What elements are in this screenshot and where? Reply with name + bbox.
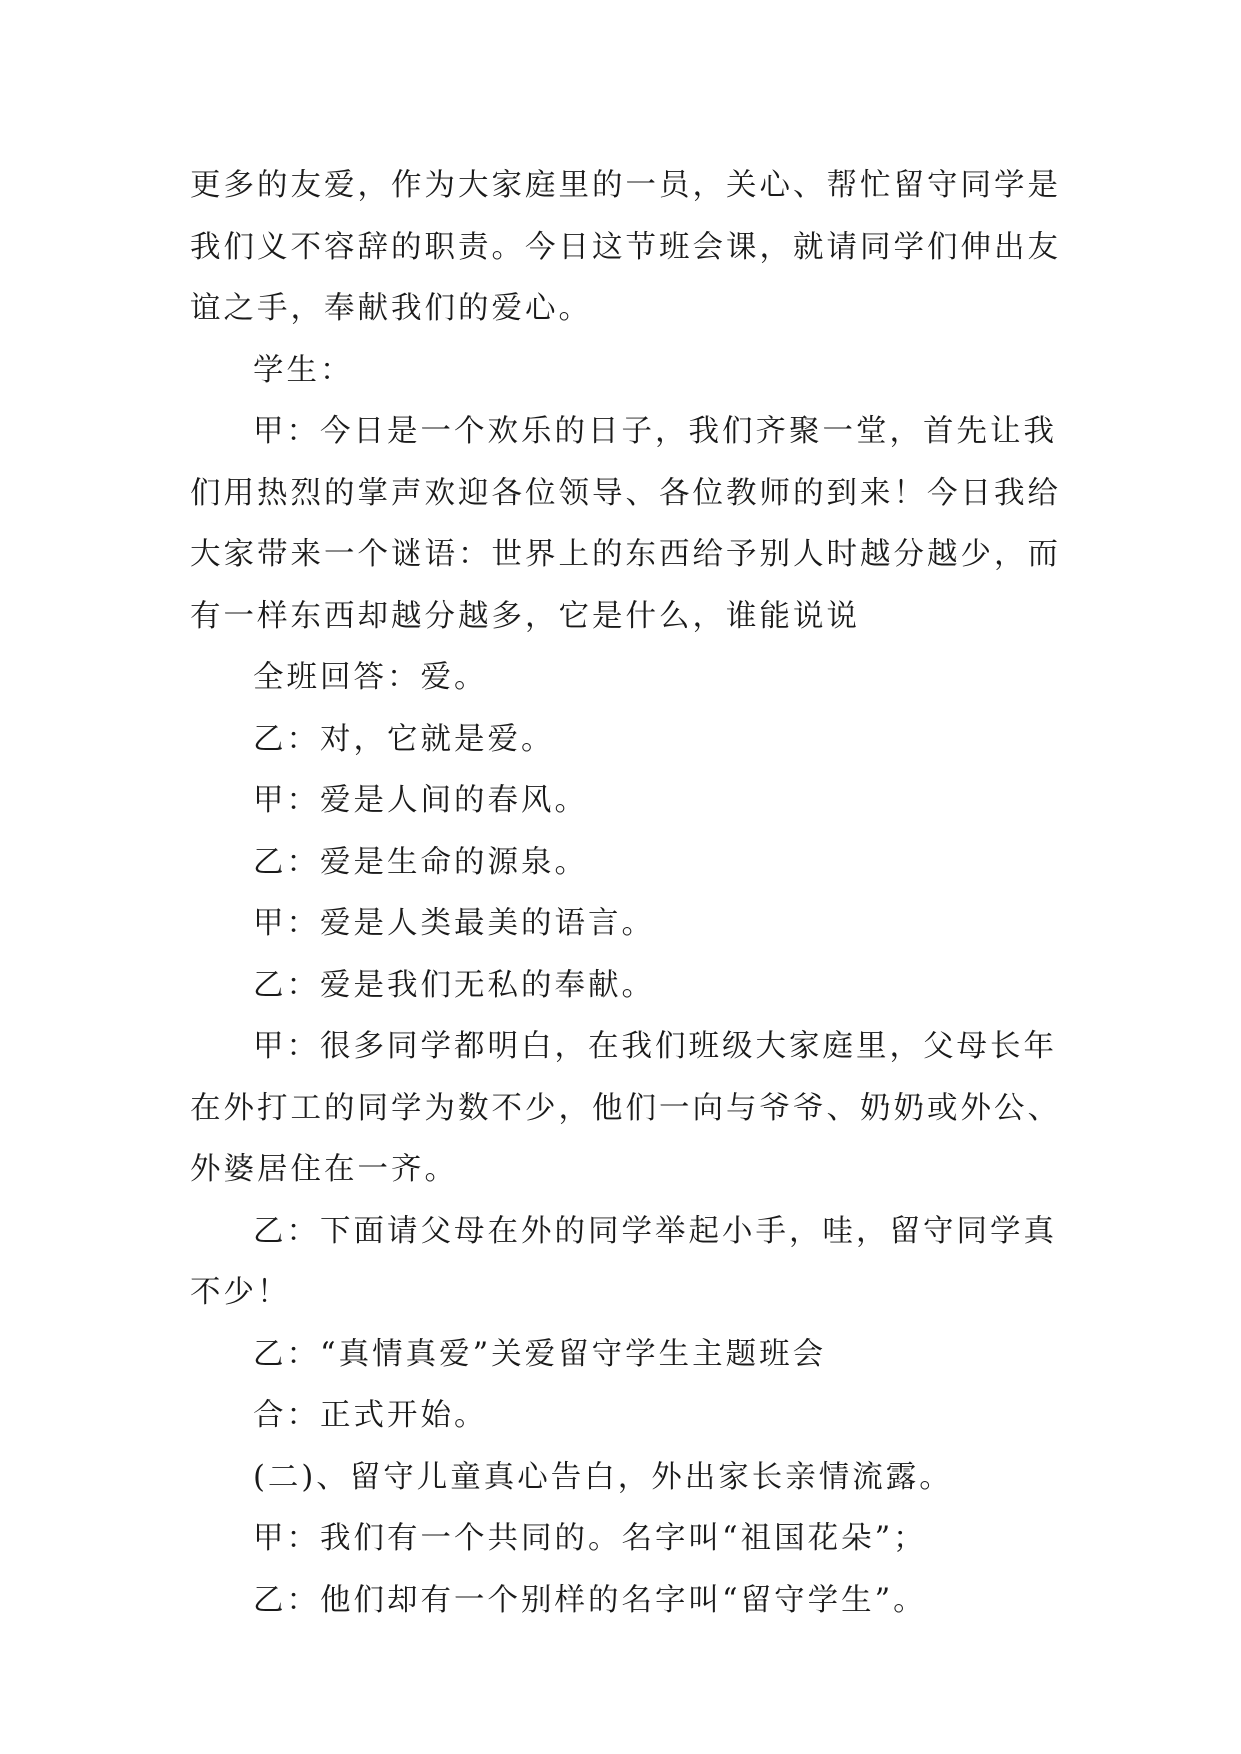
text-line: 大家带来一个谜语：世界上的东西给予别人时越分越少，而 (190, 537, 1061, 572)
text-line: 外婆居住在一齐。 (190, 1152, 458, 1187)
paragraph (190, 647, 1070, 709)
text-line: 乙：“真情真爱”关爱留守学生主题班会 (253, 1336, 827, 1372)
text-line: 在外打工的同学为数不少，他们一向与爷爷、奶奶或外公、 (190, 1090, 1061, 1126)
text-line: 甲：我们有一个共同的。名字叫“祖国花朵”； (253, 1521, 927, 1556)
paragraph (190, 155, 1070, 340)
paragraph (190, 401, 1070, 647)
paragraph (190, 893, 1070, 955)
text-line: 合：正式开始。 (253, 1398, 488, 1433)
paragraph (190, 770, 1070, 832)
text-line: 全班回答：爱。 (253, 660, 488, 695)
text-line: 甲：爱是人间的春风。 (253, 783, 588, 818)
text-line: 我们义不容辞的职责。今日这节班会课，就请同学们伸出友 (190, 229, 1061, 265)
paragraph (190, 1324, 1070, 1386)
text-line: 不少！ (190, 1275, 291, 1310)
text-line: 乙：爱是生命的源泉。 (253, 844, 588, 880)
text-line: 乙：他们却有一个别样的名字叫“留守学生”。 (253, 1582, 927, 1618)
paragraph (190, 955, 1070, 1017)
text-line: (二)、留守儿童真心告白，外出家长亲情流露。 (253, 1459, 953, 1495)
text-line: 谊之手，奉献我们的爱心。 (190, 291, 592, 326)
text-line: 乙：爱是我们无私的奉献。 (253, 967, 655, 1003)
text-line: 有一样东西却越分越多，它是什么，谁能说说 (190, 598, 860, 634)
paragraph (190, 1447, 1070, 1509)
paragraph (190, 1385, 1070, 1447)
text-line: 乙：对，它就是爱。 (253, 721, 555, 757)
paragraph (190, 832, 1070, 894)
paragraph (190, 1570, 1070, 1632)
paragraph (190, 1201, 1070, 1324)
paragraph (190, 1508, 1070, 1570)
text-line: 更多的友爱，作为大家庭里的一员，关心、帮忙留守同学是 (190, 168, 1061, 203)
text-line: 甲：很多同学都明白，在我们班级大家庭里，父母长年 (253, 1029, 1057, 1064)
text-line: 学生： (253, 352, 354, 388)
paragraph (190, 709, 1070, 771)
text-line: 甲：今日是一个欢乐的日子，我们齐聚一堂，首先让我 (253, 414, 1057, 449)
document-body (190, 155, 1070, 1631)
paragraph (190, 340, 1070, 402)
paragraph (190, 1016, 1070, 1201)
text-line: 们用热烈的掌声欢迎各位领导、各位教师的到来！今日我给 (190, 475, 1061, 511)
text-line: 乙：下面请父母在外的同学举起小手，哇，留守同学真 (253, 1213, 1057, 1249)
text-line: 甲：爱是人类最美的语言。 (253, 906, 655, 941)
